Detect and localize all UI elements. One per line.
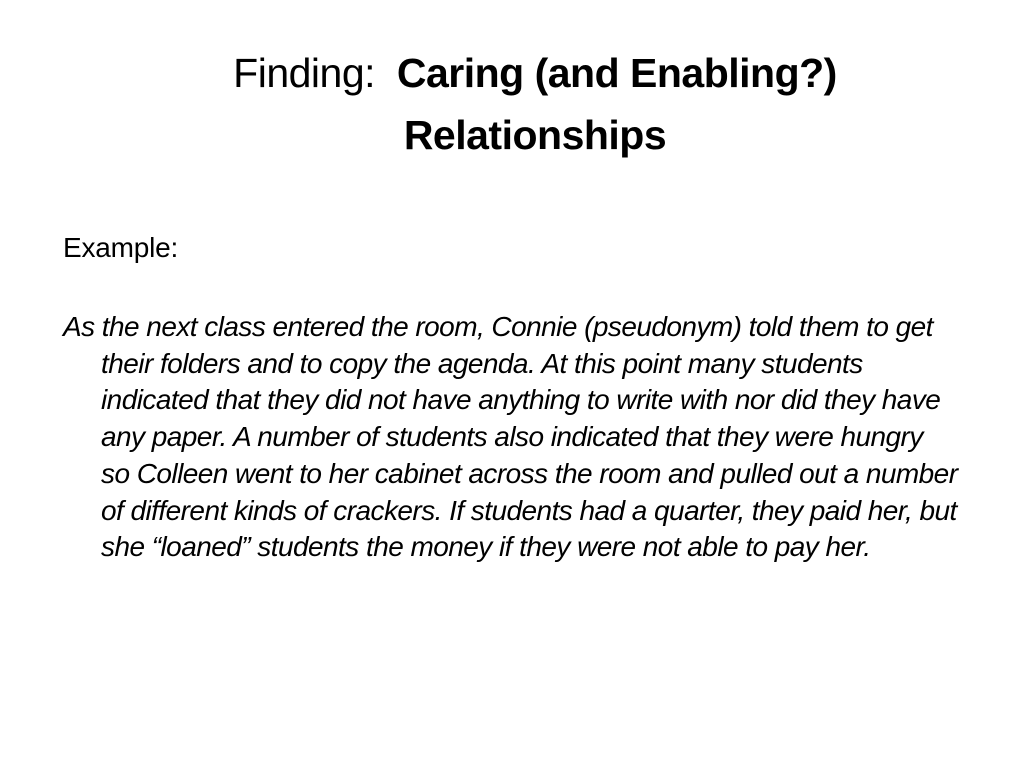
example-quote: As the next class entered the room, Connie (pseudonym) told them to get their folders and to copy the agenda. At this point many students indicated that they did not have anything to write with nor did they have any paper. A number of students also indicated that they were hungry so Colleen went to her cabinet across the room and pulled out a number of different kinds of crackers. If students had a quarter, they paid her, but she “loaned” students the money if they were not able to pay her. xyxy=(63,311,958,563)
title-prefix: Finding: xyxy=(233,50,376,96)
example-label: Example: xyxy=(63,232,179,263)
title-emphasis-line1: Caring (and Enabling?) xyxy=(396,50,837,96)
title-emphasis-line2: Relationships xyxy=(403,112,667,158)
slide-title xyxy=(150,42,920,166)
